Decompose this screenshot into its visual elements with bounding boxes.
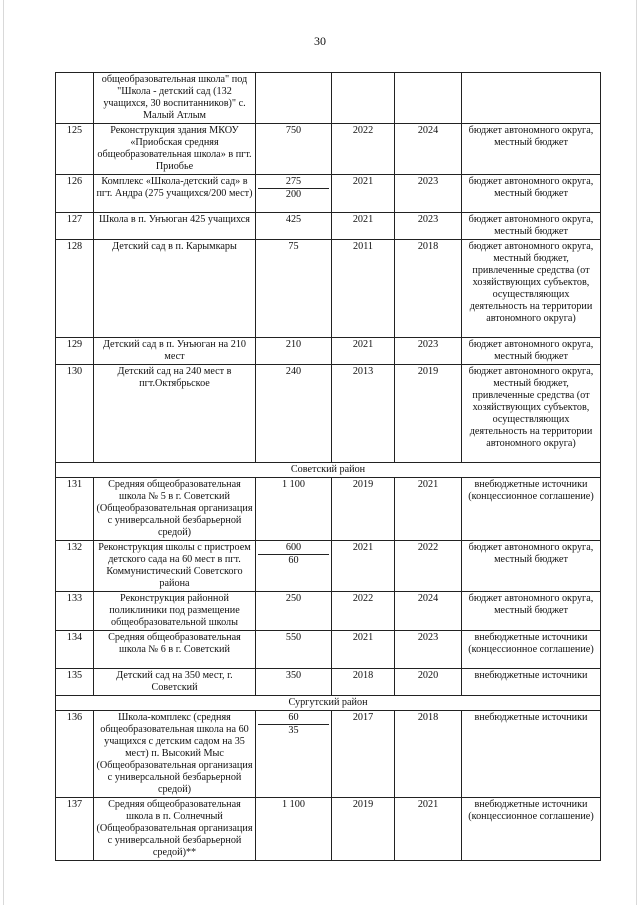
object-name: Детский сад на 350 мест, г. Советский	[94, 669, 256, 696]
row-number: 133	[56, 592, 94, 631]
capacity-value: 200	[285, 189, 302, 200]
capacity-value: 275	[258, 176, 329, 189]
construction-objects-table	[55, 72, 601, 861]
start-year: 2021	[332, 175, 395, 213]
capacity-cell	[256, 124, 332, 175]
funding-source: внебюджетные источники (концессионное соглашение)	[462, 798, 601, 861]
district-name: Советский район	[56, 463, 601, 478]
funding-source: бюджет автономного округа, местный бюджет	[462, 338, 601, 365]
capacity-value: 210	[285, 339, 302, 350]
start-year: 2022	[332, 124, 395, 175]
capacity-value: 600	[258, 542, 329, 555]
row-number: 126	[56, 175, 94, 213]
capacity-value: 425	[285, 214, 302, 225]
capacity-value: 1 100	[282, 799, 305, 810]
district-name: Сургутский район	[56, 696, 601, 711]
row-number: 132	[56, 541, 94, 592]
funding-source: бюджет автономного округа, местный бюджет	[462, 175, 601, 213]
end-year: 2018	[395, 711, 462, 798]
end-year: 2018	[395, 240, 462, 338]
object-name: Школа-комплекс (средняя общеобразовательная школа на 60 учащихся с детским садом на 35 мест) п. Высокий Мыс (Общеобразовательная организация с универсальной безбарьерной средой)	[94, 711, 256, 798]
row-number: 135	[56, 669, 94, 696]
object-name: Комплекс «Школа-детский сад» в пгт. Андра (275 учащихся/200 мест)	[94, 175, 256, 213]
table-row	[56, 541, 601, 592]
object-name: Школа в п. Унъюган 425 учащихся	[94, 213, 256, 240]
start-year: 2019	[332, 798, 395, 861]
object-name: Средняя общеобразовательная школа в п. Солнечный (Общеобразовательная организация с универсальной безбарьерной средой)**	[94, 798, 256, 861]
table-row	[56, 213, 601, 240]
capacity-cell	[256, 478, 332, 541]
capacity-value: 250	[285, 593, 302, 604]
scan-edge-left	[3, 0, 4, 905]
end-year: 2021	[395, 798, 462, 861]
start-year: 2021	[332, 213, 395, 240]
row-number: 128	[56, 240, 94, 338]
end-year: 2023	[395, 175, 462, 213]
district-header-row	[56, 463, 601, 478]
start-year: 2017	[332, 711, 395, 798]
scan-edge-right	[636, 0, 637, 905]
funding-source: бюджет автономного округа, местный бюджет	[462, 541, 601, 592]
funding-source: бюджет автономного округа, местный бюджет	[462, 124, 601, 175]
start-year: 2021	[332, 631, 395, 669]
table-row	[56, 73, 601, 124]
end-year: 2024	[395, 124, 462, 175]
start-year: 2021	[332, 338, 395, 365]
capacity-cell	[256, 592, 332, 631]
capacity-cell	[256, 365, 332, 463]
object-name: Детский сад в п. Карымкары	[94, 240, 256, 338]
capacity-cell	[256, 669, 332, 696]
end-year: 2020	[395, 669, 462, 696]
funding-source	[462, 73, 601, 124]
capacity-cell	[256, 711, 332, 798]
row-number: 137	[56, 798, 94, 861]
funding-source: бюджет автономного округа, местный бюджет, привлеченные средства (от хозяйствующих субъектов, осуществляющих деятельность на территории автономного округа)	[462, 365, 601, 463]
table-row	[56, 365, 601, 463]
capacity-value: 350	[285, 670, 302, 681]
funding-source: бюджет автономного округа, местный бюджет, привлеченные средства (от хозяйствующих субъектов, осуществляющих деятельность на территории автономного округа)	[462, 240, 601, 338]
capacity-cell	[256, 631, 332, 669]
funding-source: внебюджетные источники (концессионное соглашение)	[462, 631, 601, 669]
start-year: 2022	[332, 592, 395, 631]
end-year: 2021	[395, 478, 462, 541]
start-year: 2013	[332, 365, 395, 463]
table-body	[56, 73, 601, 861]
object-name: Детский сад в п. Унъюган на 210 мест	[94, 338, 256, 365]
table-row	[56, 631, 601, 669]
row-number	[56, 73, 94, 124]
capacity-cell	[256, 213, 332, 240]
table-row	[56, 669, 601, 696]
capacity-cell	[256, 338, 332, 365]
capacity-cell	[256, 541, 332, 592]
row-number: 136	[56, 711, 94, 798]
object-name: Средняя общеобразовательная школа № 6 в г. Советский	[94, 631, 256, 669]
object-name: общеобразовательная школа" под "Школа - детский сад (132 учащихся, 30 воспитанников)" с. Малый Атлым	[94, 73, 256, 124]
end-year: 2022	[395, 541, 462, 592]
row-number: 130	[56, 365, 94, 463]
capacity-cell	[256, 73, 332, 124]
table-row	[56, 175, 601, 213]
object-name: Реконструкция здания МКОУ «Приобская средняя общеобразовательная школа» в пгт. Приобье	[94, 124, 256, 175]
start-year: 2021	[332, 541, 395, 592]
object-name: Детский сад на 240 мест в пгт.Октябрьское	[94, 365, 256, 463]
funding-source: бюджет автономного округа, местный бюджет	[462, 213, 601, 240]
start-year	[332, 73, 395, 124]
row-number: 127	[56, 213, 94, 240]
end-year: 2019	[395, 365, 462, 463]
capacity-cell	[256, 175, 332, 213]
table-row	[56, 592, 601, 631]
start-year: 2019	[332, 478, 395, 541]
object-name: Реконструкция школы с пристроем детского сада на 60 мест в пгт. Коммунистический Советского района	[94, 541, 256, 592]
capacity-cell	[256, 798, 332, 861]
table-row	[56, 240, 601, 338]
capacity-value: 1 100	[282, 479, 305, 490]
end-year: 2023	[395, 631, 462, 669]
end-year	[395, 73, 462, 124]
row-number: 129	[56, 338, 94, 365]
capacity-value: 550	[285, 632, 302, 643]
object-name: Реконструкция районной поликлиники под размещение общеобразовательной школы	[94, 592, 256, 631]
capacity-value: 75	[288, 241, 299, 252]
row-number: 125	[56, 124, 94, 175]
capacity-value: 60	[258, 712, 329, 725]
capacity-value: 240	[285, 366, 302, 377]
funding-source: внебюджетные источники	[462, 669, 601, 696]
funding-source: внебюджетные источники	[462, 711, 601, 798]
table-row	[56, 798, 601, 861]
table-row	[56, 338, 601, 365]
district-header-row	[56, 696, 601, 711]
table-row	[56, 478, 601, 541]
table-row	[56, 711, 601, 798]
end-year: 2023	[395, 213, 462, 240]
object-name: Средняя общеобразовательная школа № 5 в г. Советский (Общеобразовательная организация с универсальной безбарьерной средой)	[94, 478, 256, 541]
row-number: 134	[56, 631, 94, 669]
capacity-value: 60	[288, 555, 299, 566]
capacity-value: 35	[288, 725, 299, 736]
end-year: 2024	[395, 592, 462, 631]
funding-source: внебюджетные источники (концессионное соглашение)	[462, 478, 601, 541]
start-year: 2018	[332, 669, 395, 696]
page-number: 30	[314, 34, 326, 48]
funding-source: бюджет автономного округа, местный бюджет	[462, 592, 601, 631]
start-year: 2011	[332, 240, 395, 338]
table-row	[56, 124, 601, 175]
end-year: 2023	[395, 338, 462, 365]
row-number: 131	[56, 478, 94, 541]
capacity-value: 750	[285, 125, 302, 136]
capacity-cell	[256, 240, 332, 338]
